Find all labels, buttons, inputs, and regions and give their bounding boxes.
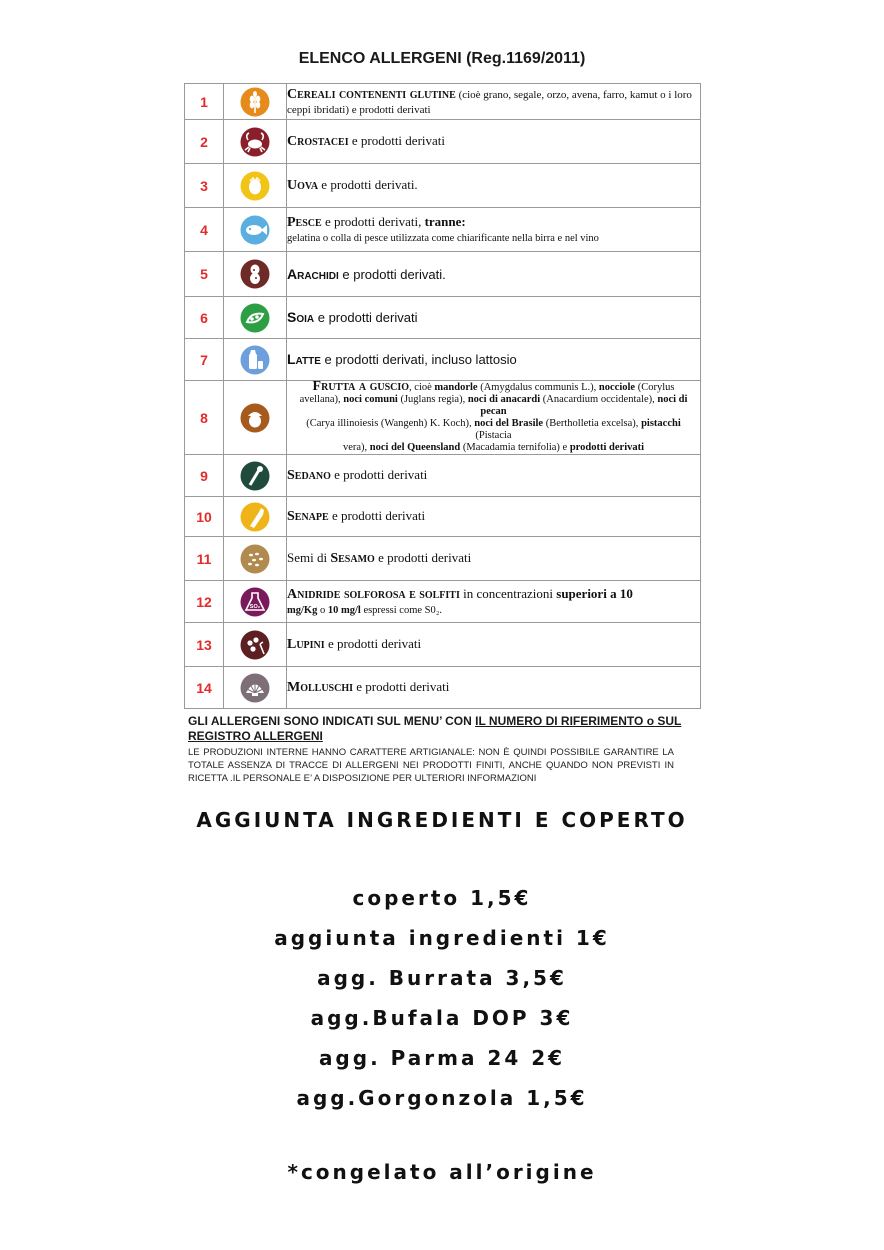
allergen-number: 7 <box>185 339 224 381</box>
celery-icon <box>240 461 270 491</box>
shell-icon <box>240 673 270 703</box>
lupin-icon <box>240 630 270 660</box>
allergen-desc-segment: (Pistacia <box>475 430 512 441</box>
allergen-icon-cell <box>224 297 287 339</box>
allergen-desc-cell <box>287 667 701 709</box>
notice-heading-underlined: IL NUMERO DI RIFERIMENTO o SUL REGISTRO ALLERGENI <box>188 714 682 743</box>
sulphite-icon <box>240 587 270 617</box>
allergen-desc <box>287 551 700 566</box>
allergen-desc-cell <box>287 120 701 164</box>
allergen-name: Senape <box>287 509 329 524</box>
allergen-desc <box>287 587 700 617</box>
allergen-desc-segment: noci di anacardi <box>467 394 541 405</box>
allergen-number: 8 <box>185 381 224 455</box>
allergen-name: Anidride solforosa e solfiti <box>287 586 460 602</box>
extra-item: agg.Gorgonzola 1,5€ <box>296 1086 588 1110</box>
allergen-number: 10 <box>185 497 224 537</box>
allergen-icon-cell <box>224 252 287 297</box>
allergen-bold-extra: superiori a 10 <box>556 585 633 601</box>
allergen-desc-segment: mg/Kg <box>287 604 318 616</box>
allergen-desc-cell <box>287 623 701 667</box>
allergen-desc-cell <box>287 252 701 297</box>
allergen-desc-segment: noci del Queensland <box>369 442 461 453</box>
allergen-desc-segment: mandorle <box>434 382 478 393</box>
allergen-desc-segment: (Macadamia ternifolia) e <box>460 442 570 453</box>
allergen-icon-cell <box>224 581 287 623</box>
allergen-desc <box>287 134 700 149</box>
allergen-detail: e prodotti derivati <box>314 310 418 325</box>
milk-icon <box>240 345 270 375</box>
allergen-desc-segment: nocciole <box>598 382 636 393</box>
allergen-icon-cell <box>224 455 287 497</box>
allergen-desc-segment: noci di pecan <box>480 394 688 417</box>
allergen-desc-cell <box>287 84 701 120</box>
allergen-desc-segment: noci comuni <box>343 394 398 405</box>
allergen-desc <box>287 381 700 454</box>
allergen-icon-cell <box>224 497 287 537</box>
allergen-detail: e prodotti derivati <box>328 508 426 523</box>
allergen-row <box>185 581 701 623</box>
allergen-name: Latte <box>287 351 321 367</box>
allergen-row <box>185 297 701 339</box>
allergen-detail: (cioè grano, segale, orzo, avena, farro, kamut o i loro ceppi ibridati) e prodotti derivati <box>287 88 692 116</box>
allergen-desc <box>287 267 700 282</box>
allergen-name: Pesce <box>287 214 322 230</box>
allergen-desc-segment: vera), <box>342 442 370 453</box>
allergen-row <box>185 84 701 120</box>
allergen-desc-cell <box>287 339 701 381</box>
allergen-desc-segment: (Bertholletia excelsa), <box>543 418 642 429</box>
allergen-name: Soia <box>287 309 315 325</box>
allergen-desc-cell <box>287 164 701 208</box>
allergen-prefix: Semi di <box>287 550 331 565</box>
allergen-number: 4 <box>185 208 224 252</box>
allergen-detail: e prodotti derivati. <box>338 266 446 282</box>
notice-body: LE PRODUZIONI INTERNE HANNO CARATTERE ARTIGIANALE: NON È QUINDI POSSIBILE GARANTIRE LA TOTALE ASSENZA DI TRACCE DI ALLERGENI NEI PRODOTTI FINITI, ANCHE QUANDO NON PREVISTI IN RICETTA .IL PERSONALE E’ A DISPOSIZIONE PER ULTERIORI INFORMAZIONI <box>188 747 674 784</box>
allergen-number: 1 <box>185 84 224 120</box>
peanut-icon <box>240 259 270 289</box>
allergen-bold-extra: tranne: <box>424 213 466 229</box>
allergen-icon-cell <box>224 537 287 581</box>
allergen-desc-cell <box>287 537 701 581</box>
allergen-number: 5 <box>185 252 224 297</box>
extra-item: agg.Bufala DOP 3€ <box>310 1006 574 1030</box>
allergen-desc-segment: espressi come S0₂. <box>360 604 443 616</box>
notice-heading-text: GLI ALLERGENI SONO INDICATI SUL MENU’ CON <box>188 714 476 728</box>
allergen-number: 9 <box>185 455 224 497</box>
extra-item: coperto 1,5€ <box>352 886 532 910</box>
allergen-desc-segment: (Corylus <box>635 382 675 393</box>
allergen-icon-cell <box>224 164 287 208</box>
allergen-row <box>185 537 701 581</box>
allergen-number: 2 <box>185 120 224 164</box>
nut-icon <box>240 403 270 433</box>
crab-icon <box>240 127 270 157</box>
allergen-number: 3 <box>185 164 224 208</box>
allergen-desc-segment: o <box>317 604 328 616</box>
allergen-name: Arachidi <box>287 265 339 282</box>
allergen-desc <box>287 178 700 193</box>
allergen-desc-cell <box>287 581 701 623</box>
allergen-row <box>185 339 701 381</box>
allergen-name: Cereali contenenti glutine <box>287 86 456 102</box>
allergen-name: Sedano <box>287 468 331 483</box>
allergen-name: Molluschi <box>287 680 354 695</box>
soy-icon <box>240 303 270 333</box>
allergen-row <box>185 497 701 537</box>
allergen-detail: e prodotti derivati <box>374 550 472 565</box>
extra-item: agg. Parma 24 2€ <box>318 1046 566 1070</box>
notice-heading <box>188 714 708 744</box>
extra-item: agg. Burrata 3,5€ <box>317 966 567 990</box>
fish-icon <box>240 215 270 245</box>
allergen-name: Lupini <box>287 637 325 652</box>
allergen-row <box>185 455 701 497</box>
allergen-number: 13 <box>185 623 224 667</box>
allergen-desc <box>287 509 700 524</box>
allergen-desc-segment: avellana), <box>299 394 344 405</box>
allergen-icon-cell <box>224 667 287 709</box>
allergen-icon-cell <box>224 120 287 164</box>
grain-icon <box>240 87 270 117</box>
allergen-row <box>185 667 701 709</box>
allergen-desc-segment: 10 mg/l <box>327 604 361 616</box>
allergen-desc <box>287 310 700 325</box>
allergen-desc-segment: noci del Brasile <box>474 418 544 429</box>
allergen-icon-cell <box>224 339 287 381</box>
allergen-detail: e prodotti derivati <box>324 636 422 651</box>
allergen-icon-cell <box>224 208 287 252</box>
allergen-detail: e prodotti derivati <box>348 133 445 148</box>
allergen-desc-cell <box>287 497 701 537</box>
allergen-desc-cell <box>287 297 701 339</box>
allergen-desc-cell <box>287 381 701 455</box>
page-title: ELENCO ALLERGENI (Reg.1169/2011) <box>298 50 586 67</box>
allergen-detail: e prodotti derivati. <box>318 177 418 192</box>
allergen-icon-cell <box>224 381 287 455</box>
allergen-detail: e prodotti derivati <box>330 467 428 482</box>
allergen-desc-segment: prodotti derivati <box>569 442 645 453</box>
allergen-row <box>185 120 701 164</box>
allergen-number: 6 <box>185 297 224 339</box>
allergen-row <box>185 381 701 455</box>
allergen-desc <box>287 680 700 695</box>
allergen-desc-cell <box>287 455 701 497</box>
allergen-row <box>185 164 701 208</box>
allergen-desc <box>287 87 700 117</box>
allergen-desc-segment: , cioè <box>409 382 435 393</box>
allergen-desc-segment: (Amygdalus communis L.), <box>477 382 599 393</box>
allergen-note: gelatina o colla di pesce utilizzata come chiarificante nella birra e nel vino <box>287 232 599 244</box>
allergen-row <box>185 208 701 252</box>
allergen-desc-segment: (Anacardium occidentale), <box>540 394 658 405</box>
allergen-number: 11 <box>185 537 224 581</box>
allergen-icon-cell <box>224 84 287 120</box>
allergen-desc <box>287 637 700 652</box>
allergen-name: Sesamo <box>330 551 375 566</box>
allergen-detail: e prodotti derivati, <box>321 213 425 229</box>
allergen-desc <box>287 468 700 483</box>
egg-icon <box>240 171 270 201</box>
allergen-desc <box>287 215 700 245</box>
allergen-detail: e prodotti derivati <box>353 679 450 694</box>
sesame-icon <box>240 544 270 574</box>
allergen-number: 12 <box>185 581 224 623</box>
allergen-row <box>185 623 701 667</box>
mustard-icon <box>240 502 270 532</box>
extras-title: AGGIUNTA INGREDIENTI E COPERTO <box>196 808 688 832</box>
allergen-desc-cell <box>287 208 701 252</box>
allergen-row <box>185 252 701 297</box>
allergen-name: Frutta a guscio <box>312 379 410 394</box>
allergen-detail: in concentrazioni <box>459 585 557 601</box>
allergen-detail: e prodotti derivati, incluso lattosio <box>320 352 517 367</box>
footnote: *congelato all’origine <box>287 1160 597 1184</box>
allergen-desc-segment: (Juglans regia), <box>397 394 468 405</box>
allergen-desc-segment: (Carya illinoiesis (Wangenh) K. Koch), <box>306 418 475 429</box>
allergen-icon-cell <box>224 623 287 667</box>
allergen-desc <box>287 352 700 367</box>
allergen-table <box>184 83 701 709</box>
allergen-number: 14 <box>185 667 224 709</box>
sulphite-icon-label: SO₂ <box>249 603 261 610</box>
extra-item: aggiunta ingredienti 1€ <box>274 926 610 950</box>
allergen-desc-segment: pistacchi <box>641 418 681 429</box>
allergen-name: Crostacei <box>287 134 349 149</box>
allergen-name: Uova <box>287 178 319 193</box>
extras-list <box>0 884 884 1124</box>
